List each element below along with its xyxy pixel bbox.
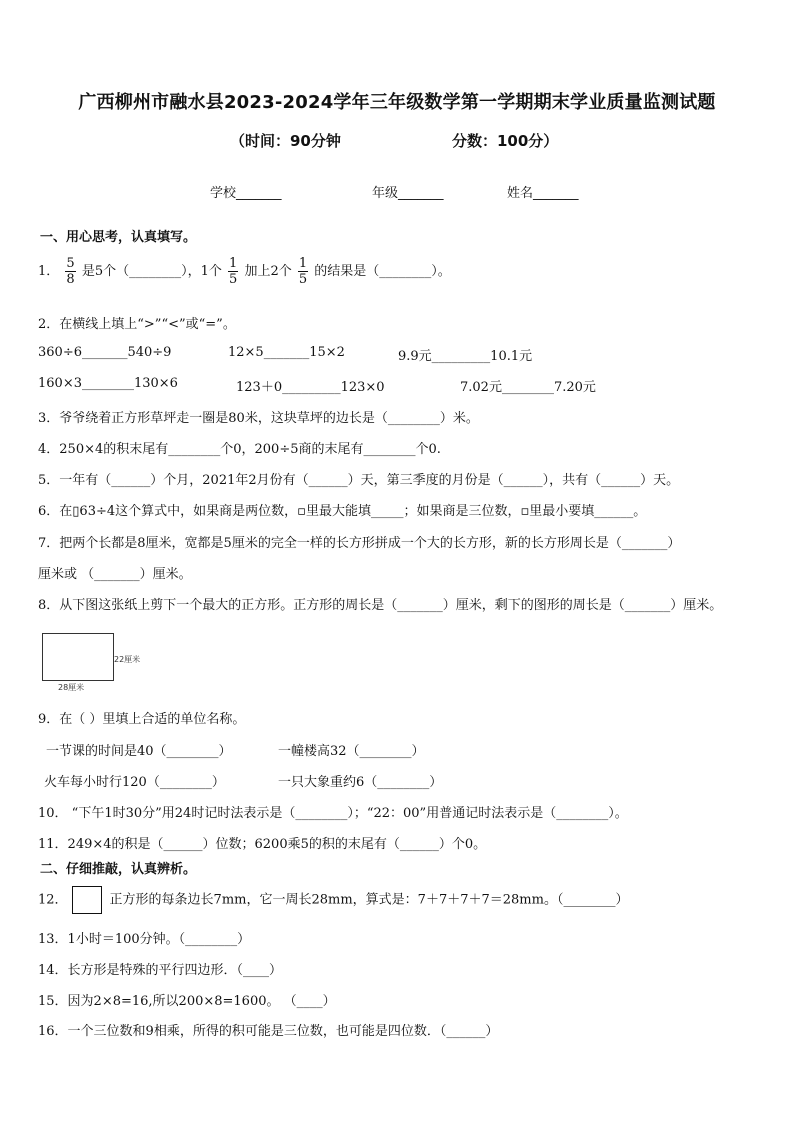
question-15: 15．因为2×8=16,所以200×8=1600。 （____） — [38, 994, 336, 1009]
question-2: 2．在横线上填上“>”“<”或“=”。 — [38, 317, 236, 332]
name-field[interactable]: 姓名_______ — [507, 186, 579, 201]
question-6: 6．在▯63÷4这个算式中，如果商是两位数，▫里最大能填_____；如果商是三位数，▫里最小要填______。 — [38, 504, 647, 519]
page-title: 广西柳州市融水县2023-2024学年三年级数学第一学期期末学业质量监测试题 — [78, 92, 716, 113]
q2-row2-c: 7.02元________7.20元 — [460, 380, 596, 395]
figure-width-label: 22厘米 — [114, 655, 141, 664]
grade-field[interactable]: 年级_______ — [372, 186, 444, 201]
school-field[interactable]: 学校_______ — [210, 186, 282, 201]
question-1: 1． $\frac{5}{8}$ 是5个（________），1个 $\frac{1}{5}$ 加上2个 $\frac{1}{5}$ 的结果是（________）。 — [38, 256, 451, 287]
question-5: 5．一年有（______）个月，2021年2月份有（______）天，第三季度的月份是（______），共有（______）天。 — [38, 473, 680, 488]
square-box-icon — [72, 886, 102, 914]
section-1-heading: 一、用心思考，认真填写。 — [40, 230, 197, 245]
fraction-5-8: $\frac{5}{8}$ — [66, 256, 75, 287]
question-13: 13．1小时＝100分钟。（________） — [38, 932, 251, 947]
figure-length-label: 28厘米 — [58, 683, 85, 692]
q2-row2-b: 123＋0_________123×0 — [236, 380, 385, 395]
question-3: 3．爷爷绕着正方形草坪走一圈是80米，这块草坪的边长是（________）米。 — [38, 411, 479, 426]
question-8: 8．从下图这张纸上剪下一个最大的正方形。正方形的周长是（_______）厘米，剩下的图形的周长是（_______）厘米。 — [38, 598, 723, 613]
fraction-1-5: $\frac{1}{5}$ — [229, 256, 238, 287]
question-14: 14．长方形是特殊的平行四边形．（____） — [38, 963, 283, 978]
exam-time: （时间：90分钟 — [230, 132, 341, 150]
q2-row1-c: 9.9元_________10.1元 — [398, 349, 533, 364]
q9-row2-b: 一只大象重约6（________） — [278, 775, 443, 790]
section-2-heading: 二、仔细推敲，认真辨析。 — [40, 862, 197, 877]
q9-row1-a: 一节课的时间是40（________） — [46, 744, 232, 759]
fraction-1-5-b: $\frac{1}{5}$ — [298, 256, 308, 287]
question-7-line2: 厘米或 （_______）厘米。 — [38, 567, 192, 582]
question-4: 4．250×4的积末尾有________个0，200÷5商的末尾有________个0. — [38, 442, 441, 457]
question-11: 11．249×4的积是（______）位数；6200乘5的积的末尾有（______）个0。 — [38, 837, 487, 852]
q9-row2-a: 火车每小时行120（________） — [44, 775, 225, 790]
q9-row1-b: 一幢楼高32（________） — [278, 744, 425, 759]
question-7-line1: 7．把两个长都是8厘米，宽都是5厘米的完全一样的长方形拼成一个大的长方形，新的长方形周长是（_______） — [38, 536, 681, 551]
exam-score: 分数：100分） — [452, 132, 559, 150]
q2-row1-b: 12×5_______15×2 — [228, 345, 345, 360]
q2-row2-a: 160×3________130×6 — [38, 376, 178, 391]
question-9: 9．在（ ）里填上合适的单位名称。 — [38, 712, 246, 727]
paper-rectangle-figure — [42, 633, 114, 681]
question-16: 16．一个三位数和9相乘，所得的积可能是三位数，也可能是四位数．（______） — [38, 1024, 499, 1039]
question-10: 10． “下午1时30分”用24时记时法表示是（________）；“22：00”用普通记时法表示是（________）。 — [38, 806, 628, 821]
q2-row1-a: 360÷6_______540÷9 — [38, 345, 172, 360]
question-12: 12． 正方形的每条边长7mm，它一周长28mm，算式是：7＋7＋7＋7＝28mm。（________） — [38, 886, 628, 914]
